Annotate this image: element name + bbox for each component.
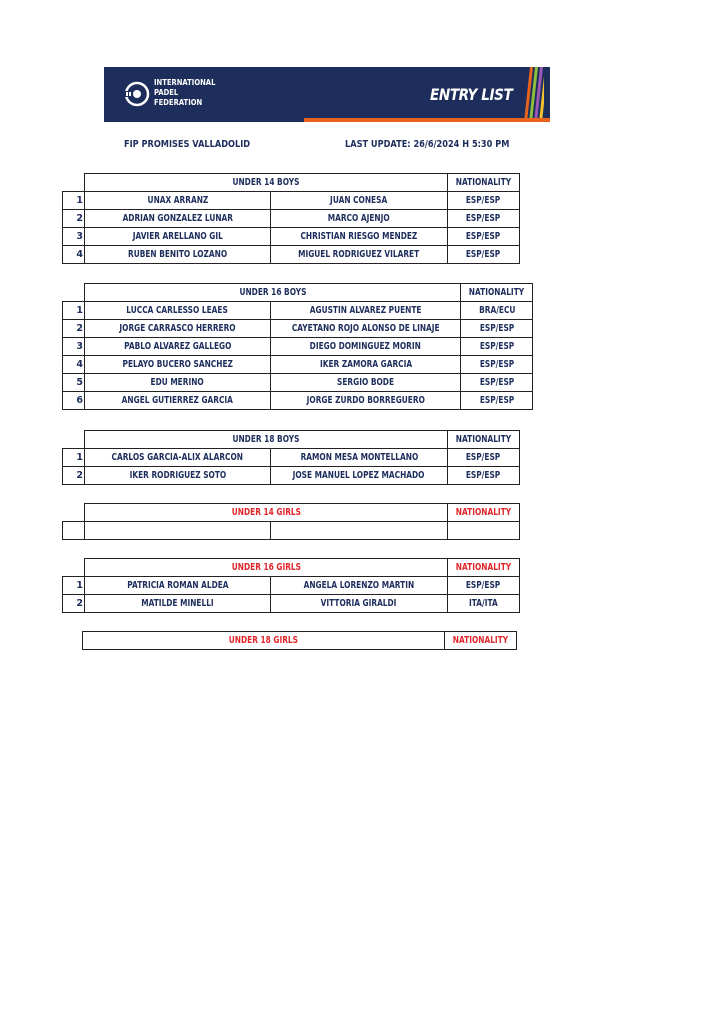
- tournament-name: FIP PROMISES VALLADOLID: [124, 139, 251, 150]
- category-title: UNDER 16 BOYS: [85, 284, 461, 302]
- table-under-16-boys: [62, 283, 533, 410]
- table-row: 4 PELAYO BUCERO SANCHEZ IKER ZAMORA GARCIA ESP/ESP: [63, 356, 533, 374]
- logo-wordmark: [154, 78, 215, 108]
- table-row: [63, 522, 520, 540]
- nationality-header: NATIONALITY: [448, 174, 520, 192]
- header-banner: [104, 67, 550, 122]
- table-row: 5 EDU MERINO SERGIO BODE ESP/ESP: [63, 374, 533, 392]
- color-stripes-decoration: [520, 67, 544, 122]
- table-under-18-boys: [62, 430, 520, 485]
- table-row: 3 JAVIER ARELLANO GIL CHRISTIAN RIESGO MENDEZ ESP/ESP: [63, 228, 520, 246]
- table-row: 6 ANGEL GUTIERREZ GARCIA JORGE ZURDO BORREGUERO ESP/ESP: [63, 392, 533, 410]
- table-row: 3 PABLO ALVAREZ GALLEGO DIEGO DOMINGUEZ MORIN ESP/ESP: [63, 338, 533, 356]
- logo-line-1: INTERNATIONAL: [154, 78, 216, 87]
- nationality-header: NATIONALITY: [448, 431, 520, 449]
- table-row: 4 RUBEN BENITO LOZANO MIGUEL RODRIGUEZ VILARET ESP/ESP: [63, 246, 520, 264]
- category-title: UNDER 16 GIRLS: [85, 559, 448, 577]
- category-title: UNDER 14 BOYS: [85, 174, 448, 192]
- table-row: 2 JORGE CARRASCO HERRERO CAYETANO ROJO ALONSO DE LINAJE ESP/ESP: [63, 320, 533, 338]
- logo-line-2: PADEL: [154, 88, 179, 97]
- nationality-header: NATIONALITY: [448, 504, 520, 522]
- logo-line-3: FEDERATION: [154, 98, 203, 107]
- table-row: 2 IKER RODRIGUEZ SOTO JOSE MANUEL LOPEZ MACHADO ESP/ESP: [63, 467, 520, 485]
- nationality-header: NATIONALITY: [461, 284, 533, 302]
- table-under-18-girls: [62, 631, 517, 650]
- table-under-14-boys: [62, 173, 520, 264]
- last-update: LAST UPDATE: 26/6/2024 H 5:30 PM: [345, 139, 510, 150]
- table-row: 1 CARLOS GARCIA-ALIX ALARCON RAMON MESA MONTELLANO ESP/ESP: [63, 449, 520, 467]
- banner-accent-line: [304, 118, 550, 122]
- table-row: 1 PATRICIA ROMAN ALDEA ANGELA LORENZO MARTIN ESP/ESP: [63, 577, 520, 595]
- category-title: UNDER 18 GIRLS: [83, 632, 445, 650]
- table-under-16-girls: [62, 558, 520, 613]
- category-title: UNDER 14 GIRLS: [85, 504, 448, 522]
- table-row: 2 ADRIAN GONZALEZ LUNAR MARCO AJENJO ESP/ESP: [63, 210, 520, 228]
- table-row: 2 MATILDE MINELLI VITTORIA GIRALDI ITA/ITA: [63, 595, 520, 613]
- category-title: UNDER 18 BOYS: [85, 431, 448, 449]
- table-row: 1 LUCCA CARLESSO LEAES AGUSTIN ALVAREZ PUENTE BRA/ECU: [63, 302, 533, 320]
- nationality-header: NATIONALITY: [448, 559, 520, 577]
- page-title: ENTRY LIST: [430, 85, 513, 104]
- table-row: 1 UNAX ARRANZ JUAN CONESA ESP/ESP: [63, 192, 520, 210]
- fip-logo-icon: [124, 77, 150, 111]
- nationality-header: NATIONALITY: [445, 632, 517, 650]
- table-under-14-girls: [62, 503, 520, 540]
